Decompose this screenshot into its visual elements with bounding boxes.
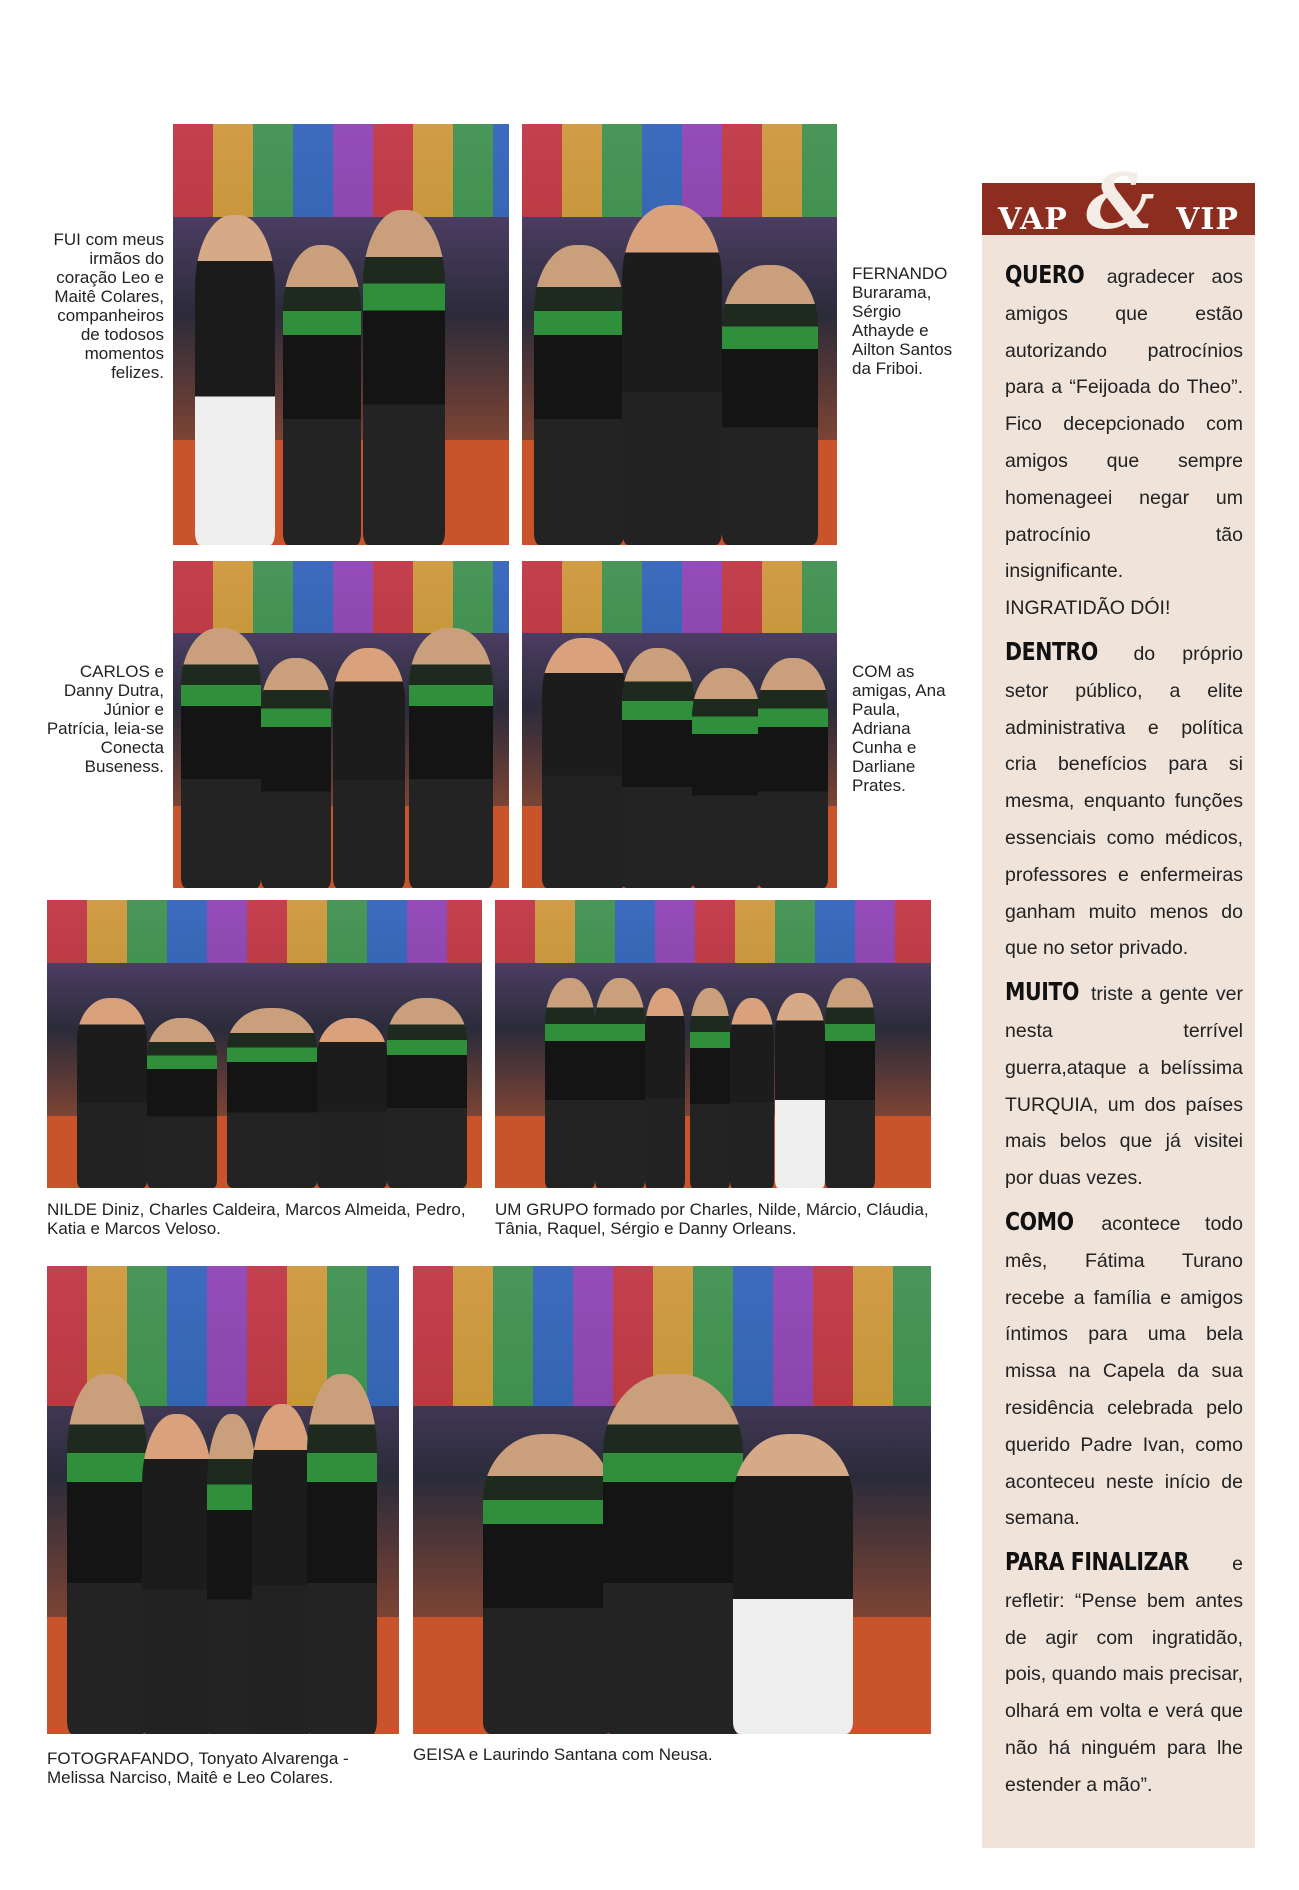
paragraph-body: e refletir: “Pense bem antes de agir com ingratidão, pois, quando mais precisar, olhará em volta e verá que não há ninguém para lhe estender a mão”. [1005,1553,1243,1796]
photo-ana-adriana-darliane [522,561,837,888]
photo-fotografando [47,1266,399,1734]
paragraph-lead: COMO [1005,1206,1074,1236]
caption-fernando-sergio-ailton: FERNANDO Burarama, Sérgio Athayde e Ailton Santos da Friboi. [852,264,953,378]
paragraph-lead: PARA FINALIZAR [1005,1547,1189,1577]
sidebar-text [1005,257,1243,1811]
caption-nilde-group: NILDE Diniz, Charles Caldeira, Marcos Almeida, Pedro, Katia e Marcos Veloso. [47,1200,466,1238]
photo-nilde-group [47,900,482,1188]
sidebar-paragraph [1005,257,1243,627]
caption-geisa-laurindo: GEISA e Laurindo Santana com Neusa. [413,1745,713,1764]
paragraph-lead: DENTRO [1005,636,1098,666]
sidebar-title [982,157,1255,246]
sidebar-title-vap: VAP [998,202,1068,237]
paragraph-lead: MUITO [1005,977,1080,1007]
caption-leo-maite: FUI com meus irmãos do coração Leo e Maitê Colares, companheiros de todosos momentos felizes. [53,230,164,382]
caption-ana-adriana-darliane: COM as amigas, Ana Paula, Adriana Cunha e Darliane Prates. [852,662,946,795]
sidebar-paragraph [1005,1544,1243,1804]
sidebar-title-amp: & [1086,157,1156,246]
photo-geisa-laurindo [413,1266,931,1734]
sidebar-paragraph [1005,634,1243,967]
sidebar-paragraph [1005,1204,1243,1537]
caption-grupo-charles: UM GRUPO formado por Charles, Nilde, Márcio, Cláudia, Tânia, Raquel, Sérgio e Danny Orleans. [495,1200,929,1238]
photo-carlos-danny [173,561,509,888]
sidebar-title-vip: VIP [1176,202,1239,237]
paragraph-body: triste a gente ver nesta terrível guerra,ataque a belíssima TURQUIA, um dos países mais belos que já visitei por duas vezes. [1005,983,1243,1190]
photo-grupo-charles [495,900,931,1188]
caption-carlos-danny: CARLOS e Danny Dutra, Júnior e Patrícia, leia-se Conecta Buseness. [46,662,164,776]
paragraph-body: acontece todo mês, Fátima Turano recebe a família e amigos íntimos para uma bela missa na Capela da sua residência celebrada pelo querido Padre Ivan, como aconteceu neste início de semana. [1005,1212,1243,1530]
paragraph-body: do próprio setor público, a elite administrativa e política cria benefícios para si mesma, enquanto funções essenciais como médicos, professores e enfermeiras ganham muito menos do que no setor privado. [1005,642,1243,960]
photo-leo-maite [173,124,509,545]
paragraph-lead: QUERO [1005,260,1085,289]
caption-fotografando: FOTOGRAFANDO, Tonyato Alvarenga -Melissa Narciso, Maitê e Leo Colares. [47,1749,349,1787]
paragraph-body: agradecer aos amigos que estão autorizando patrocínios para a “Feijoada do Theo”. Fico decepcionado com amigos que sempre homenageei negar um patrocínio tão insignificante. INGRATIDÃO DÓI! [1005,266,1243,620]
photo-fernando-sergio-ailton [522,124,837,545]
sidebar-paragraph [1005,974,1243,1197]
